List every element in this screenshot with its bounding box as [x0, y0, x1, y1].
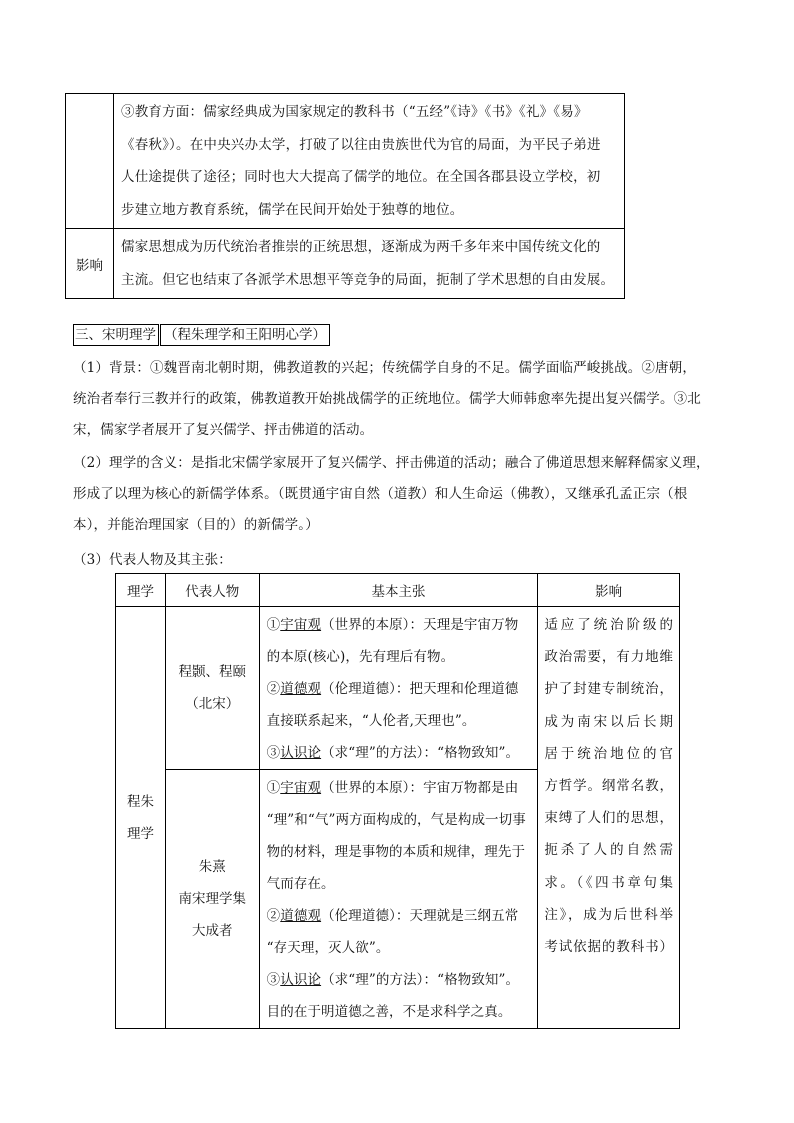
text-line: （1）背景：①魏晋南北朝时期，佛教道教的兴起；传统儒学自身的不足。儒学面临严峻挑战。②唐朝，: [73, 360, 696, 376]
text-line: 政治需要，有力地维: [544, 649, 673, 666]
text-line: 程颢、程颐: [178, 664, 247, 680]
person-cell: [165, 607, 259, 770]
text-line: （2）理学的含义：是指北宋儒学家展开了复兴儒学、抨击佛道的活动；融合了佛道思想来解释儒家义理，: [73, 455, 710, 471]
claim-line: 直接联系起来，“人伦者,天理也”。: [266, 713, 476, 729]
text-line: 护了封建专制统治，: [544, 681, 673, 698]
lixue-table: [115, 573, 680, 1029]
text-line: 主流。但它也结束了各派学术思想平等竞争的局面，扼制了学术思想的自由发展。: [121, 271, 615, 288]
school-cell: [116, 607, 166, 1029]
text-line: 南宋理学集: [178, 891, 247, 907]
header-person: 代表人物: [165, 574, 259, 607]
text-line: 适应了统治阶级的: [544, 617, 673, 633]
text-line: 《春秋》）。在中央兴办太学，打破了以往由贵族世代为官的局面，为平民子弟进: [121, 136, 601, 153]
section-heading: [73, 324, 330, 344]
claim-text: （伦理道德）：把天理和伦理道德: [321, 681, 519, 697]
text-line: 统治者奉行三教并行的政策，佛教道教开始挑战儒学的正统地位。儒学大师韩愈率先提出复兴儒学。③北: [73, 391, 701, 407]
claim-term: 道德观: [280, 681, 322, 697]
claim-line: [267, 673, 533, 705]
claim-line: “理”和“气”两方面构成的，气是构成一切事: [266, 812, 526, 828]
row-label: 影响: [66, 229, 114, 299]
claim-text: （世界的本原）：天理是宇宙万物: [321, 617, 519, 633]
header-school: 理学: [116, 574, 166, 607]
claim-text: （伦理道德）：天理就是三纲五常: [321, 908, 519, 924]
text-line: 求。（《四书章句集: [544, 874, 673, 891]
claim-text: （世界的本原）：宇宙万物都是由: [321, 780, 519, 796]
person-cell: [165, 770, 259, 1029]
claim-text: （求“理”的方法）：“格物致知”。: [321, 972, 520, 988]
text-line: （北宋）: [185, 696, 240, 712]
claim-number: ③: [266, 745, 281, 761]
claim-term: 宇宙观: [280, 617, 322, 633]
text-line: 步建立地方教育系统，儒学在民间开始处于独尊的地位。: [121, 201, 464, 218]
claim-line: 物的材料，理是事物的本质和规律，理先于: [266, 844, 526, 860]
table-row: [66, 94, 625, 229]
text-line: 形成了以理为核心的新儒学体系。（既贯通宇宙自然（道教）和人生命运（佛教），又继承孔孟正宗（根: [73, 486, 688, 502]
background-paragraph: [73, 353, 721, 446]
text-line: 朱熹: [198, 859, 226, 875]
claim-line: [267, 737, 533, 769]
claim-line: [267, 772, 533, 804]
claim-line: [267, 900, 533, 932]
claim-number: ②: [266, 908, 281, 924]
row-label: [66, 94, 114, 229]
claim-line: 气而存在。: [266, 876, 335, 892]
claim-term: 认识论: [280, 972, 322, 988]
table-header-row: [116, 574, 680, 607]
impact-cell: [538, 607, 680, 1029]
section-title: 三、宋明理学: [73, 324, 159, 346]
claim-number: ②: [266, 681, 281, 697]
text-line: 儒家思想成为历代统治者推崇的正统思想，逐渐成为两千多年来中国传统文化的: [121, 239, 601, 255]
section-subtitle: （程朱理学和王阳明心学）: [160, 324, 330, 346]
table-row: [116, 607, 680, 770]
definition-paragraph: [73, 448, 721, 541]
claim-line: 的本原(核心)，先有理后有物。: [266, 649, 455, 665]
text-line: 宋，儒家学者展开了复兴儒学、抨击佛道的活动。: [73, 422, 374, 438]
text-line: ③教育方面：儒家经典成为国家规定的教科书（“五经”《诗》《书》《礼》《易》: [121, 104, 588, 120]
claims-cell: [259, 770, 538, 1029]
text-line: 注》，成为后世科举: [544, 906, 673, 923]
text-line: 本），并能治理国家（目的）的新儒学。）: [73, 517, 319, 533]
claim-line: “存天理，灭人欲”。: [266, 940, 390, 956]
claim-number: ③: [266, 972, 281, 988]
text-line: 居于统治地位的官: [544, 745, 673, 762]
claim-term: 认识论: [280, 745, 322, 761]
text-line: 扼杀了人的自然需: [544, 842, 673, 859]
claim-line: [267, 964, 533, 996]
claim-text: （求“理”的方法）：“格物致知”。: [321, 745, 520, 761]
text-line: 方哲学。纲常名教，: [544, 778, 673, 795]
representatives-intro: （3）代表人物及其主张：: [73, 552, 232, 568]
claims-cell: [259, 607, 538, 770]
claim-number: ①: [266, 780, 281, 796]
education-cell: [114, 94, 625, 229]
header-claims: 基本主张: [259, 574, 538, 607]
text-line: 考试依据的教科书）: [544, 939, 673, 956]
table-row: [66, 229, 625, 299]
text-line: 大成者: [192, 923, 233, 939]
claim-term: 宇宙观: [280, 780, 322, 796]
text-line: 理学: [126, 825, 154, 842]
education-impact-table: [65, 93, 625, 299]
text-line: 人仕途提供了途径；同时也大大提高了儒学的地位。在全国各郡县设立学校，初: [121, 169, 601, 185]
header-impact: 影响: [538, 574, 680, 607]
text-line: 束缚了人们的思想，: [544, 810, 673, 827]
claim-line: [267, 609, 533, 641]
claim-line: 目的在于明道德之善，不是求科学之真。: [266, 1004, 512, 1020]
text-line: 成为南宋以后长期: [544, 713, 673, 730]
claim-number: ①: [266, 617, 281, 633]
text-line: 程朱: [126, 793, 154, 810]
claim-term: 道德观: [280, 908, 322, 924]
impact-cell: [114, 229, 625, 299]
